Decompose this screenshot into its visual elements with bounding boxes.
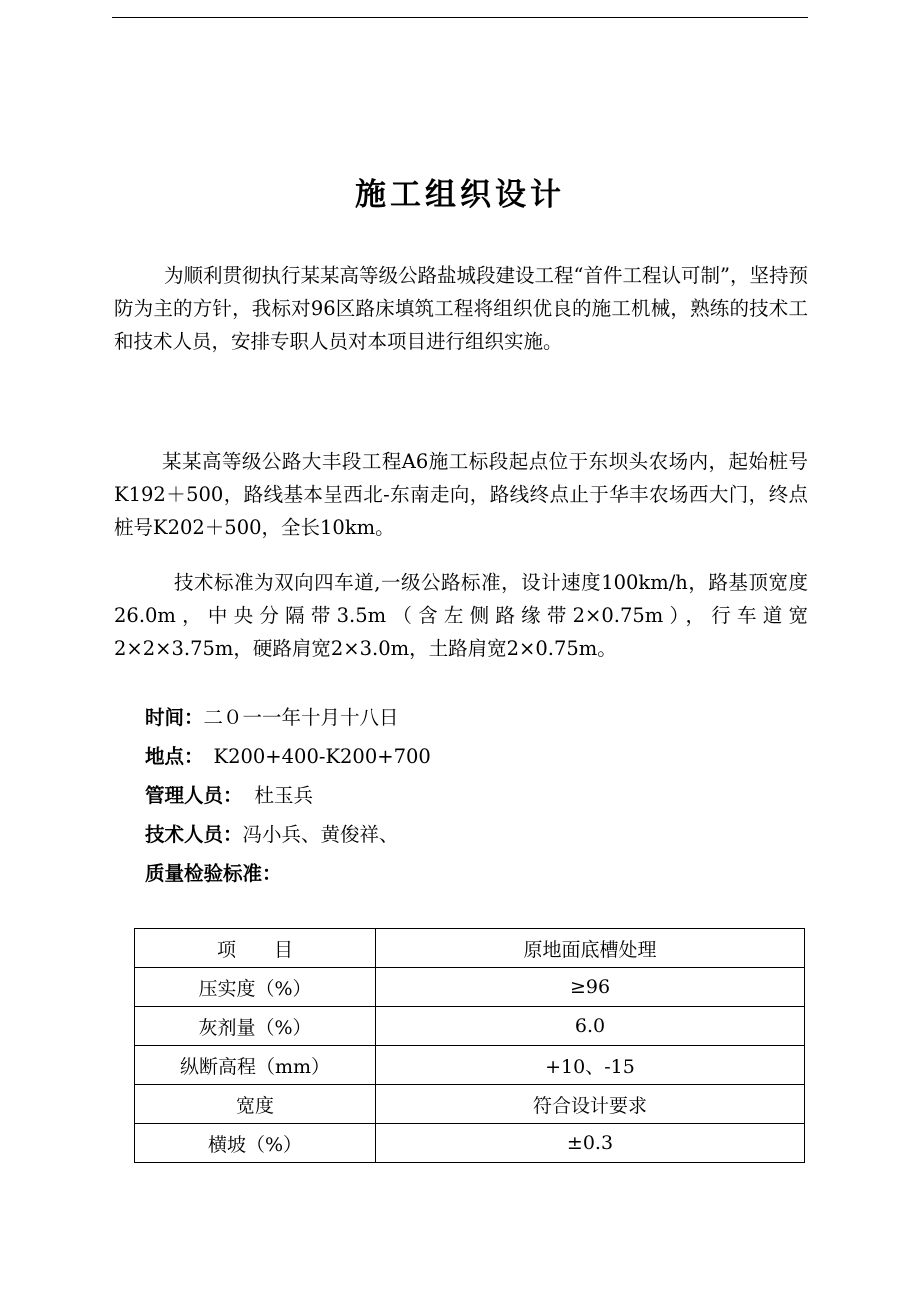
table-header-cell: 原地面底槽处理	[376, 929, 805, 968]
time-label: 时间：	[145, 706, 204, 729]
table-cell: 6.0	[376, 1007, 805, 1046]
time-line	[145, 703, 399, 733]
technical-standard-paragraph: 技术标准为双向四车道,一级公路标准，设计速度100km/h，路基顶宽度26.0m，中央分隔带3.5m（含左侧路缘带2×0.75m），行车道宽2×2×3.75m，硬路肩宽2×3.0m，土路肩宽2×0.75m。	[114, 571, 808, 660]
quality-standard-label: 质量检验标准：	[145, 862, 282, 885]
table-cell: 符合设计要求	[376, 1085, 805, 1124]
table-cell: 横坡（%）	[135, 1124, 376, 1163]
table-row	[135, 1046, 805, 1085]
table-cell: 纵断高程（mm）	[135, 1046, 376, 1085]
table-header-row	[135, 929, 805, 968]
quality-standard-line	[145, 859, 282, 889]
tech-staff-value: 冯小兵、黄俊祥、	[242, 823, 399, 846]
place-line	[145, 742, 431, 772]
table-row	[135, 968, 805, 1007]
tech-staff-line	[145, 820, 399, 850]
table-cell: 压实度（%）	[135, 968, 376, 1007]
manager-value: 杜玉兵	[254, 784, 314, 807]
intro-paragraph: 为顺利贯彻执行某某高等级公路盐城段建设工程“首件工程认可制”，坚持预防为主的方针，我标对96区路床填筑工程将组织优良的施工机械，熟练的技术工和技术人员，安排专职人员对本项目进行组织实施。	[114, 264, 808, 353]
table-row	[135, 1085, 805, 1124]
manager-line	[145, 781, 313, 811]
table-cell: ≥96	[376, 968, 805, 1007]
tech-staff-label: 技术人员：	[145, 823, 243, 846]
manager-label: 管理人员：	[145, 784, 243, 807]
table-header-cell: 项 目	[135, 929, 376, 968]
header-rule	[112, 17, 808, 18]
time-value: 二０一一年十月十八日	[203, 706, 399, 729]
table-row	[135, 1124, 805, 1163]
quality-standard-table	[134, 928, 805, 1163]
table-row	[135, 1007, 805, 1046]
place-label: 地点：	[145, 745, 204, 768]
table-cell: +10、-15	[376, 1046, 805, 1085]
place-value: K200+400-K200+700	[213, 745, 431, 768]
table-cell: 宽度	[135, 1085, 376, 1124]
table-cell: 灰剂量（%）	[135, 1007, 376, 1046]
page-title: 施工组织设计	[355, 177, 565, 213]
project-overview-paragraph: 某某高等级公路大丰段工程A6施工标段起点位于东坝头农场内，起始桩号K192＋500，路线基本呈西北-东南走向，路线终点止于华丰农场西大门，终点桩号K202＋500，全长10km。	[114, 450, 808, 539]
table-cell: ±0.3	[376, 1124, 805, 1163]
